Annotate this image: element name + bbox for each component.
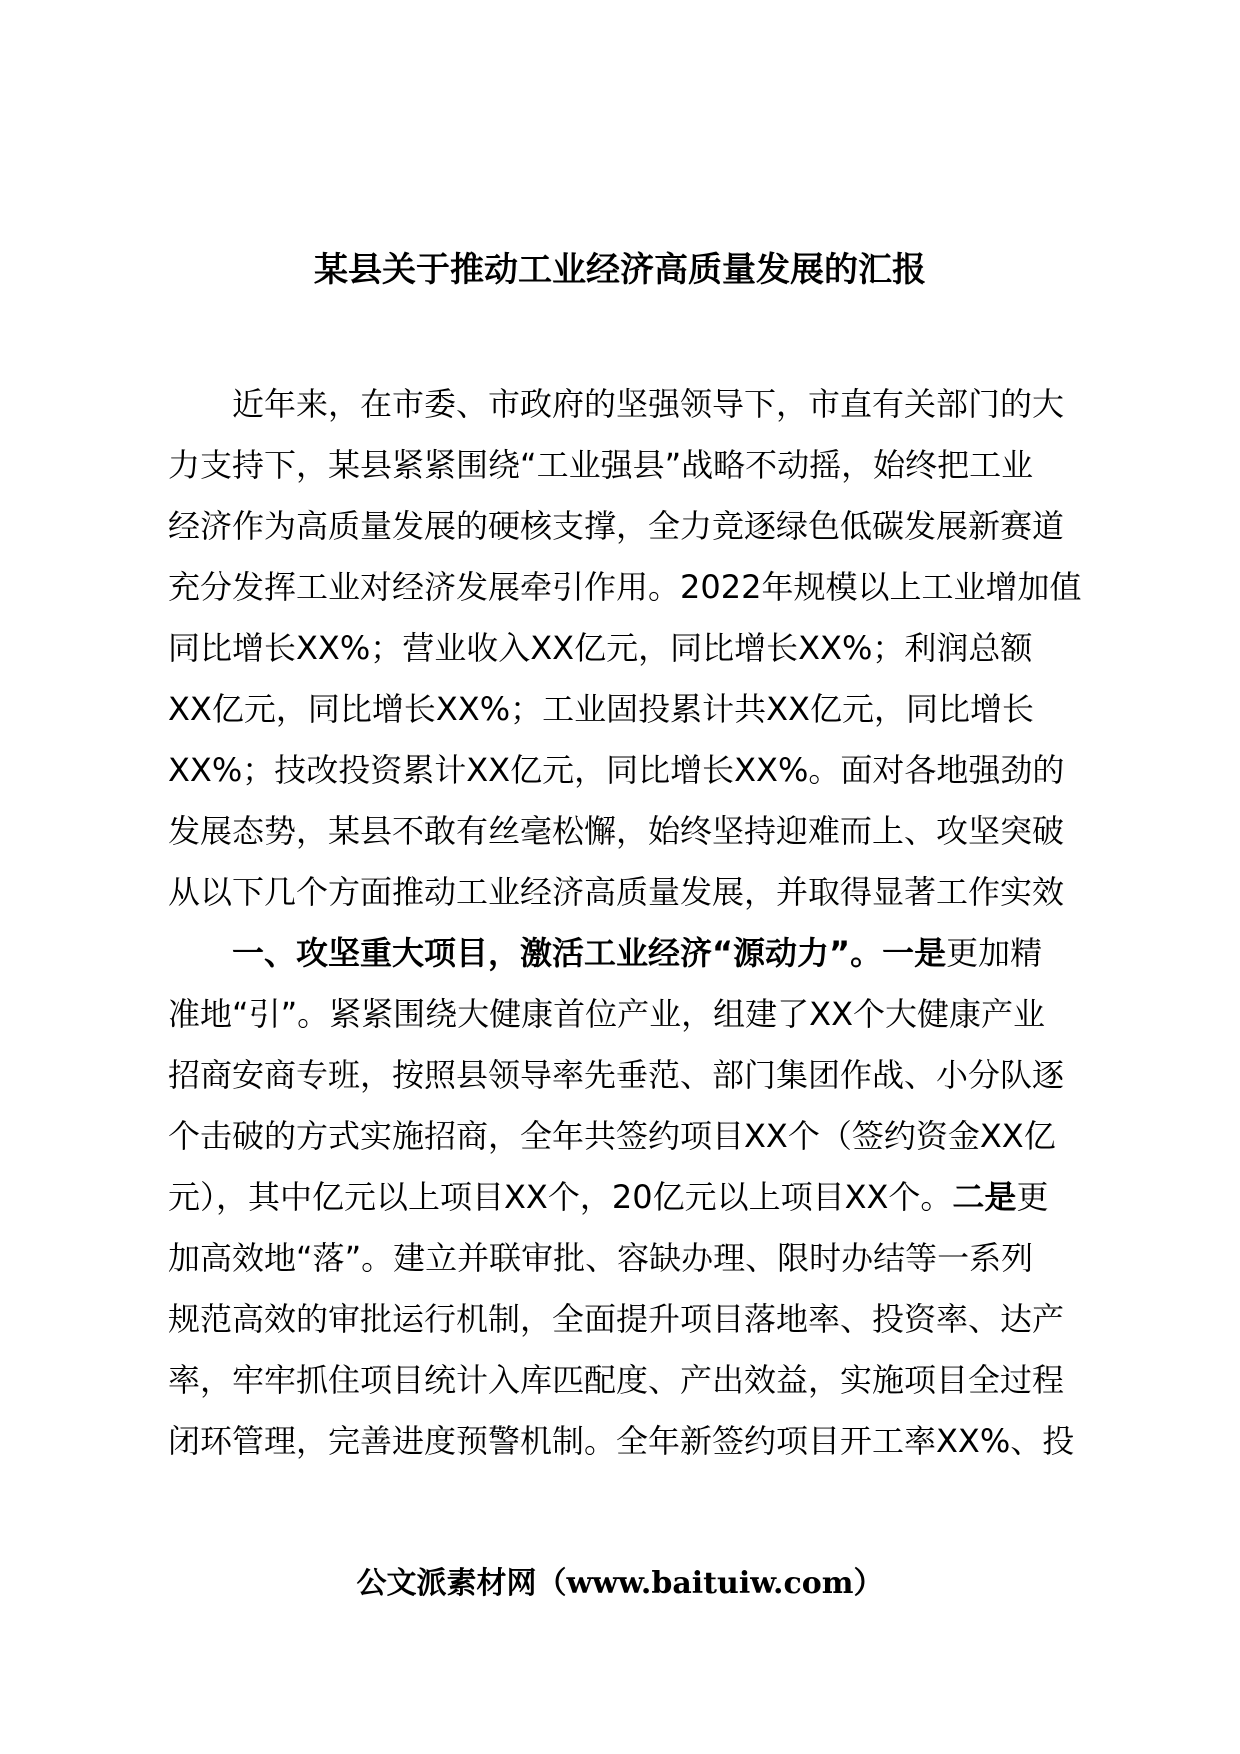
footer-source: 公文派素材网（www.baituiw.com） <box>356 1566 884 1601</box>
bold-text-segment: 二是 <box>952 1178 1017 1216</box>
body-line <box>168 1228 1128 1289</box>
body-line <box>168 862 1128 923</box>
body-line <box>168 1167 1128 1228</box>
body-line <box>168 496 1128 557</box>
body-line <box>168 1289 1128 1350</box>
text-segment: 加高效地“落”。建立并联审批、容缺办理、限时办结等一系列 <box>168 1239 1034 1277</box>
text-segment: 力支持下，某县紧紧围绕“工业强县”战略不动摇，始终把工业 <box>168 446 1034 484</box>
body-line <box>168 1350 1128 1411</box>
body-line <box>168 557 1128 618</box>
text-segment: 近年来，在市委、市政府的坚强领导下，市直有关部门的大 <box>232 385 1065 423</box>
text-segment: 招商安商专班，按照县领导率先垂范、部门集团作战、小分队逐 <box>168 1056 1065 1094</box>
text-segment: XX亿元，同比增长XX%；工业固投累计共XX亿元，同比增长 <box>168 690 1034 728</box>
body-line <box>168 618 1128 679</box>
text-segment: 同比增长XX%；营业收入XX亿元，同比增长XX%；利润总额 <box>168 629 1033 667</box>
text-segment: 个击破的方式实施招商，全年共签约项目XX个（签约资金XX亿 <box>168 1117 1056 1155</box>
document-body <box>168 374 1128 1472</box>
text-segment: 规范高效的审批运行机制，全面提升项目落地率、投资率、达产 <box>168 1300 1065 1338</box>
document-title: 某县关于推动工业经济高质量发展的汇报 <box>314 250 926 290</box>
text-segment: 充分发挥工业对经济发展牵引作用。2022年规模以上工业增加值 <box>168 568 1082 606</box>
text-segment: 经济作为高质量发展的硬核支撑，全力竞逐绿色低碳发展新赛道 <box>168 507 1065 545</box>
body-line <box>168 801 1128 862</box>
body-line <box>168 374 1128 435</box>
text-segment: 闭环管理，完善进度预警机制。全年新签约项目开工率XX%、投 <box>168 1422 1075 1460</box>
text-segment: 从以下几个方面推动工业经济高质量发展，并取得显著工作实效 <box>168 873 1065 911</box>
text-segment: 元），其中亿元以上项目XX个，20亿元以上项目XX个。 <box>168 1178 953 1216</box>
body-line <box>168 740 1128 801</box>
body-line <box>168 923 1128 984</box>
bold-text-segment: 一、攻坚重大项目，激活工业经济“源动力”。一是 <box>232 934 947 972</box>
body-line <box>168 1106 1128 1167</box>
text-segment: 更加精 <box>946 934 1043 972</box>
text-segment: 发展态势，某县不敢有丝毫松懈，始终坚持迎难而上、攻坚突破 <box>168 812 1065 850</box>
text-segment: XX%；技改投资累计XX亿元，同比增长XX%。面对各地强劲的 <box>168 751 1065 789</box>
body-line <box>168 1411 1128 1472</box>
body-line <box>168 435 1128 496</box>
text-segment: 更 <box>1016 1178 1049 1216</box>
text-segment: 准地“引”。紧紧围绕大健康首位产业，组建了XX个大健康产业 <box>168 995 1046 1033</box>
body-line <box>168 984 1128 1045</box>
body-line <box>168 1045 1128 1106</box>
text-segment: 率，牢牢抓住项目统计入库匹配度、产出效益，实施项目全过程 <box>168 1361 1065 1399</box>
body-line <box>168 679 1128 740</box>
